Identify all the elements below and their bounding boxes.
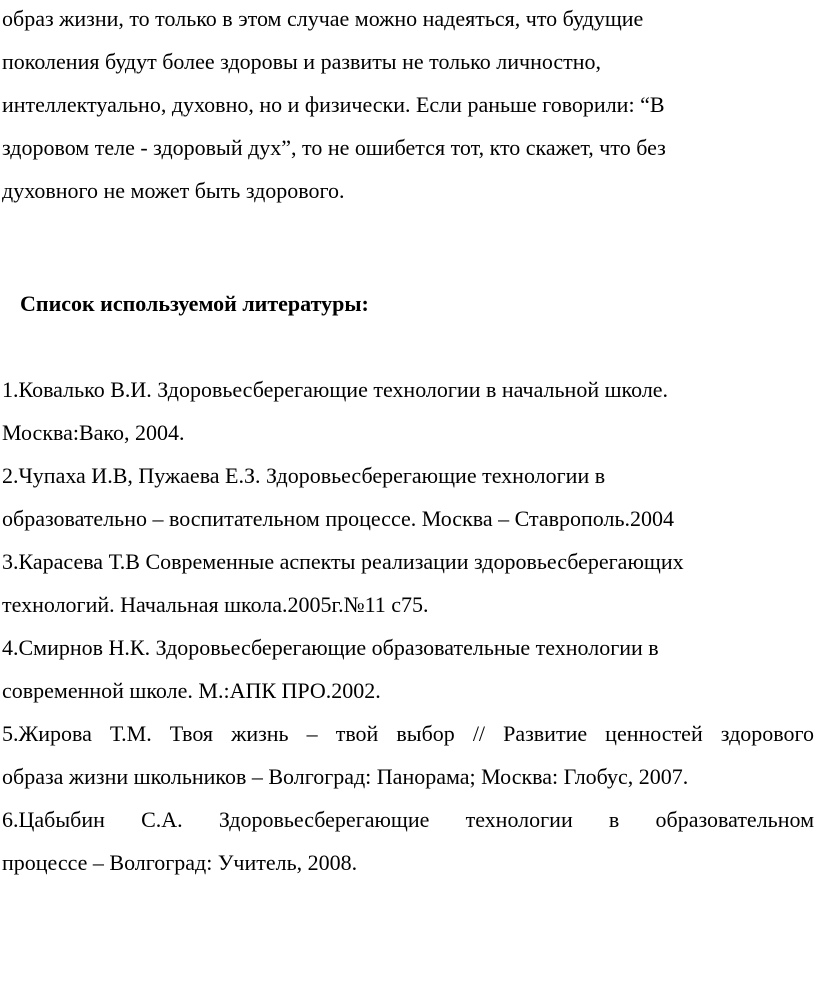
reference-item [2, 540, 814, 626]
reference-line: 5.Жирова Т.М. Твоя жизнь – твой выбор // Развитие ценностей здорового [2, 721, 814, 746]
intro-line: поколения будут более здоровы и развиты не только личностно, [2, 49, 602, 74]
intro-line: интеллектуально, духовно, но и физически. Если раньше говорили: “В [2, 92, 665, 117]
reference-item [2, 798, 814, 884]
reference-item [2, 626, 814, 712]
reference-line: 1.Ковалько В.И. Здоровьесберегающие технологии в начальной школе. [2, 377, 669, 402]
reference-line: Москва:Вако, 2004. [2, 420, 185, 445]
reference-line: 6.Цабыбин С.А. Здоровьесберегающие технологии в образовательном [2, 807, 814, 832]
reference-line: 4.Смирнов Н.К. Здоровьесберегающие образовательные технологии в [2, 635, 659, 660]
reference-line: процессе – Волгоград: Учитель, 2008. [2, 850, 358, 875]
reference-line: 3.Карасева Т.В Современные аспекты реализации здоровьесберегающих [2, 549, 684, 574]
references-list [2, 368, 814, 884]
intro-line: здоровом теле - здоровый дух”, то не ошибется тот, кто скажет, что без [2, 135, 666, 160]
intro-line: образ жизни, то только в этом случае можно надеяться, что будущие [2, 6, 644, 31]
reference-item [2, 454, 814, 540]
reference-line: образа жизни школьников – Волгоград: Панорама; Москва: Глобус, 2007. [2, 764, 689, 789]
reference-item [2, 712, 814, 798]
reference-line: технологий. Начальная школа.2005г.№11 с75. [2, 592, 429, 617]
reference-line: образовательно – воспитательном процессе. Москва – Ставрополь.2004 [2, 506, 675, 531]
intro-line: духовного не может быть здорового. [2, 178, 345, 203]
intro-paragraph [2, 0, 814, 212]
references-heading: Список используемой литературы: [20, 291, 369, 316]
reference-line: современной школе. М.:АПК ПРО.2002. [2, 678, 381, 703]
reference-line: 2.Чупаха И.В, Пужаева Е.З. Здоровьесберегающие технологии в [2, 463, 606, 488]
reference-item [2, 368, 814, 454]
